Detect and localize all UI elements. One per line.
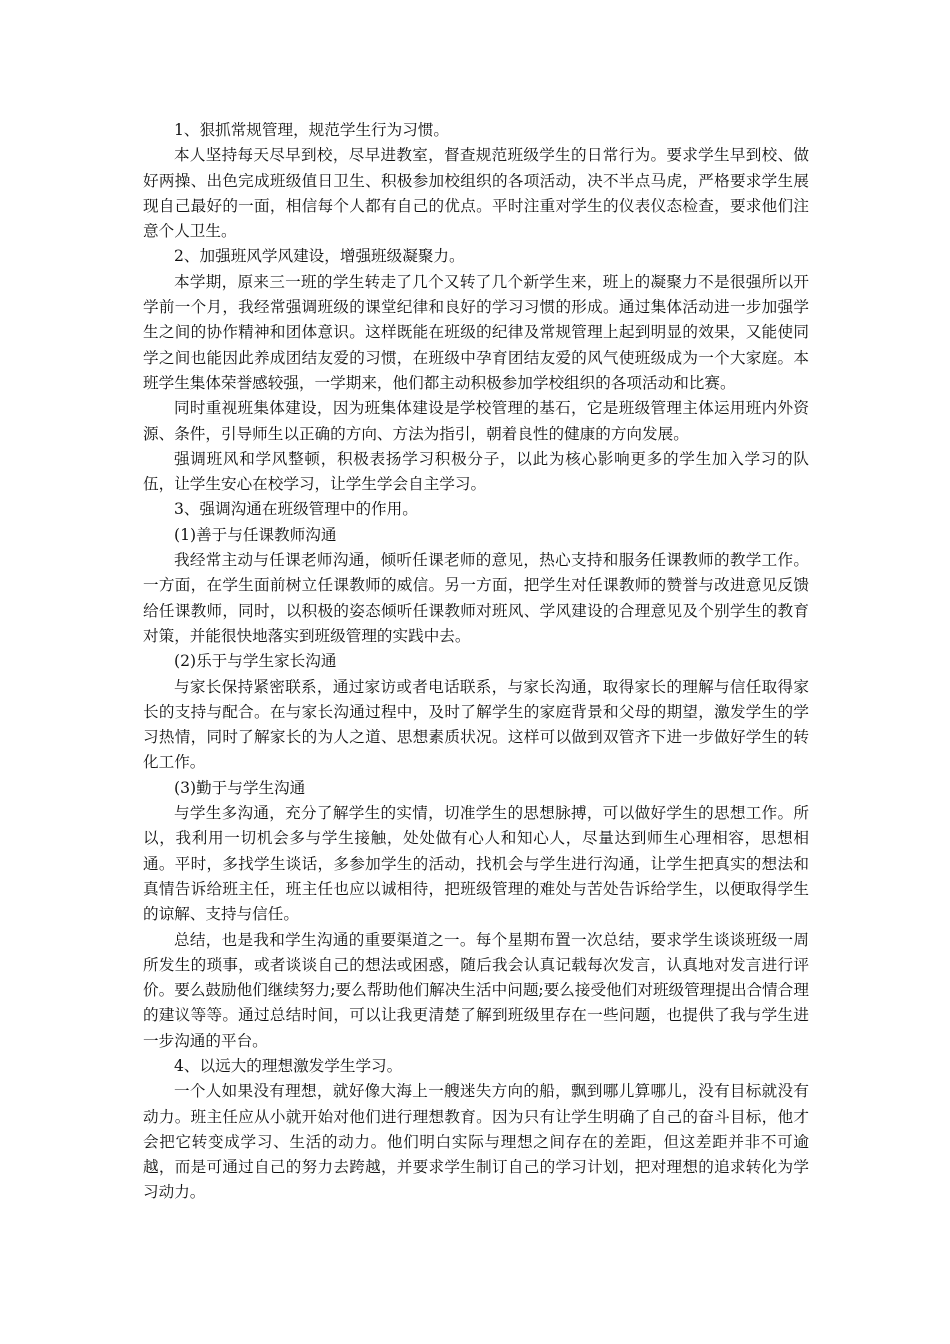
paragraph: 本人坚持每天尽早到校，尽早进教室，督查规范班级学生的日常行为。要求学生早到校、做好两操、出色完成班级值日卫生、积极参加校组织的各项活动，决不半点马虎，严格要求学生展现自己最好的一面，相信每个人都有自己的优点。平时注重对学生的仪表仪态检查，要求他们注意个人卫生。 bbox=[143, 146, 809, 241]
paragraph: 与学生多沟通，充分了解学生的实情，切准学生的思想脉搏，可以做好学生的思想工作。所以，我利用一切机会多与学生接触，处处做有心人和知心人，尽量达到师生心理相容，思想相通。平时，多找学生谈话，多参加学生的活动，找机会与学生进行沟通，让学生把真实的想法和真情告诉给班主任，班主任也应以诚相待，把班级管理的难处与苦处告诉给学生，以便取得学生的谅解、支持与信任。 bbox=[143, 804, 809, 924]
paragraph: 本学期，原来三一班的学生转走了几个又转了几个新学生来，班上的凝聚力不是很强所以开学前一个月，我经常强调班级的课堂纪律和良好的学习习惯的形成。通过集体活动进一步加强学生之间的协作精神和团体意识。这样既能在班级的纪律及常规管理上起到明显的效果，又能使同学之间也能因此养成团结友爱的习惯，在班级中孕育团结友爱的风气使班级成为一个大家庭。本班学生集体荣誉感较强，一学期来，他们都主动积极参加学校组织的各项活动和比赛。 bbox=[143, 272, 809, 392]
subsection-heading-3: (3)勤于与学生沟通 bbox=[174, 778, 306, 797]
subsection-heading-2: (2)乐于与学生家长沟通 bbox=[174, 652, 337, 671]
section-heading-3: 3、强调沟通在班级管理中的作用。 bbox=[174, 500, 418, 519]
section-heading-1: 1、狠抓常规管理，规范学生行为习惯。 bbox=[174, 121, 450, 139]
document-body bbox=[143, 118, 809, 1206]
paragraph: 强调班风和学风整顿，积极表扬学习积极分子，以此为核心影响更多的学生加入学习的队伍，让学生安心在校学习，让学生学会自主学习。 bbox=[143, 449, 809, 494]
section-heading-4: 4、以远大的理想激发学生学习。 bbox=[174, 1056, 403, 1075]
section-heading-2: 2、加强班风学风建设，增强班级凝聚力。 bbox=[174, 247, 465, 266]
paragraph: 总结，也是我和学生沟通的重要渠道之一。每个星期布置一次总结，要求学生谈谈班级一周所发生的琐事，或者谈谈自己的想法或困惑，随后我会认真记载每次发言，认真地对发言进行评价。要么鼓励他们继续努力;要么帮助他们解决生活中问题;要么接受他们对班级管理提出合情合理的建议等等。通过总结时间，可以让我更清楚了解到班级里存在一些问题，也提供了我与学生进一步沟通的平台。 bbox=[143, 930, 809, 1050]
paragraph: 我经常主动与任课老师沟通，倾听任课老师的意见，热心支持和服务任课教师的教学工作。一方面，在学生面前树立任课教师的威信。另一方面，把学生对任课教师的赞誉与改进意见反馈给任课教师，同时，以积极的姿态倾听任课教师对班风、学风建设的合理意见及个别学生的教育对策，并能很快地落实到班级管理的实践中去。 bbox=[143, 551, 809, 645]
paragraph: 一个人如果没有理想，就好像大海上一艘迷失方向的船，飘到哪儿算哪儿，没有目标就没有动力。班主任应从小就开始对他们进行理想教育。因为只有让学生明确了自己的奋斗目标，他才会把它转变成学习、生活的动力。他们明白实际与理想之间存在的差距，但这差距并非不可逾越，而是可通过自己的努力去跨越，并要求学生制订自己的学习计划，把对理想的追求转化为学习动力。 bbox=[143, 1082, 809, 1202]
paragraph: 同时重视班集体建设，因为班集体建设是学校管理的基石，它是班级管理主体运用班内外资源、条件，引导师生以正确的方向、方法为指引，朝着良性的健康的方向发展。 bbox=[143, 399, 809, 443]
paragraph: 与家长保持紧密联系，通过家访或者电话联系，与家长沟通，取得家长的理解与信任取得家长的支持与配合。在与家长沟通过程中，及时了解学生的家庭背景和父母的期望，激发学生的学习热情，同时了解家长的为人之道、思想素质状况。这样可以做到双管齐下进一步做好学生的转化工作。 bbox=[143, 677, 809, 772]
subsection-heading-1: (1)善于与任课教师沟通 bbox=[174, 525, 337, 544]
